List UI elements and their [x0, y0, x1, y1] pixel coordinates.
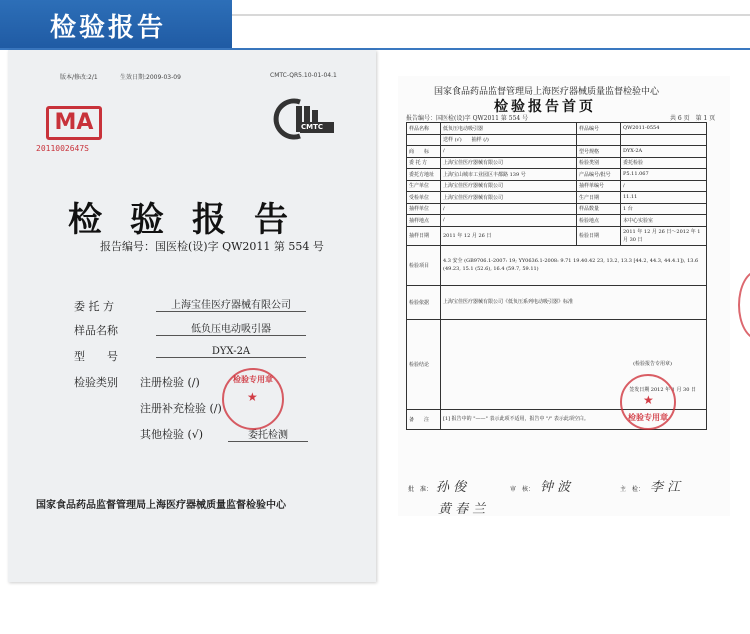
cmtc-logo-icon — [270, 96, 342, 142]
cmtc-label: CMTC — [301, 123, 324, 131]
cell-value: 本中心实验室 — [621, 215, 707, 227]
cover-type-registration: 注册检验 (/) — [140, 376, 200, 389]
cover-effective-date: 生效日期:2009-03-09 — [120, 74, 181, 81]
cell-label: 型号规格 — [577, 146, 621, 158]
cover-field-client-value: 上海宝佳医疗器械有限公司 — [156, 296, 306, 312]
cover-field-sample-value: 低负压电动吸引器 — [156, 320, 306, 336]
cover-inspection-seal — [222, 368, 284, 430]
inspection-basis-value: 上海宝佳医疗器械有限公司《低负压系列电动吸引器》标准 — [441, 285, 707, 319]
cover-footer-org: 国家食品药品监督管理局上海医疗器械质量监督检验中心 — [36, 500, 286, 511]
cell-label: 委托方地址 — [407, 169, 441, 181]
cover-type-other: 其他检验 (√) — [140, 428, 204, 441]
cell-value: 上海宝山城市工业园区丰都路 139 号 — [441, 169, 577, 181]
cma-mark-icon: MA — [46, 106, 102, 140]
header-banner — [0, 0, 750, 50]
cell-value: DYX-2A — [621, 146, 707, 158]
cover-field-model-label: 型 号 — [74, 350, 118, 363]
cell-label — [407, 134, 441, 146]
cover-form-code: CMTC-QR5.10-01-04.1 — [270, 72, 337, 79]
remarks-value: [1] 报告中的 "——" 表示此项不适用，报告中 "/" 表示此项空白。 — [441, 409, 707, 429]
cell-label: 生产单位 — [407, 180, 441, 192]
cell-label: 抽样地点 — [407, 215, 441, 227]
cell-label: 检验项目 — [407, 245, 441, 285]
reviewer-label: 审 核： — [510, 486, 535, 493]
cell-label: 样品数量 — [577, 203, 621, 215]
cell-label: 样品编号 — [577, 123, 621, 135]
cell-label: 样品名称 — [407, 123, 441, 135]
cell-label: 产品编号/批号 — [577, 169, 621, 181]
page-title: 检验报告首页 — [494, 99, 596, 115]
table-row — [407, 215, 707, 227]
cell-label: 抽样单位 — [407, 203, 441, 215]
cell-value: QW2011-0554 — [621, 123, 707, 135]
seal-star-icon: ★ — [643, 393, 654, 407]
report-cover-sheet — [8, 50, 376, 582]
cell-value: / — [441, 215, 577, 227]
cell-label: 备 注 — [407, 409, 441, 429]
reviewer-signature: 钟 波 — [540, 480, 571, 495]
table-row — [407, 169, 707, 181]
table-row — [407, 285, 707, 319]
banner-title: 检验报告 — [50, 13, 167, 43]
cell-value: P5.11.067 — [621, 169, 707, 181]
cell-label: 抽样日期 — [407, 226, 441, 245]
cell-label: 受检单位 — [407, 192, 441, 204]
cover-type-supplementary: 注册补充检验 (/) — [140, 402, 222, 415]
page-count: 共 6 页 第 1 页 — [670, 115, 716, 122]
page-report-number: 报告编号：国医检(设)字 QW2011 第 554 号 — [406, 115, 529, 122]
cell-label: 检验类别 — [577, 157, 621, 169]
cell-value: 委托检验 — [621, 157, 707, 169]
cell-value: / — [441, 203, 577, 215]
table-row — [407, 157, 707, 169]
cell-value — [621, 134, 707, 146]
seal-star-icon: ★ — [247, 390, 258, 404]
table-row — [407, 226, 707, 245]
cell-label: 委 托 方 — [407, 157, 441, 169]
report-first-page — [398, 76, 730, 516]
cell-value: 上海宝佳医疗器械有限公司 — [441, 157, 577, 169]
table-row — [407, 203, 707, 215]
cell-value: 2011 年 12 月 26 日 — [441, 226, 577, 245]
cell-label: 检验日期 — [577, 226, 621, 245]
cover-version: 版本/修改:2/1 — [60, 74, 98, 81]
cover-report-number: 报告编号：国医检(设)字 QW2011 第 554 号 — [100, 240, 324, 253]
cover-type-other-value: 委托检测 — [228, 426, 308, 442]
cell-label: 检验结论 — [407, 319, 441, 409]
banner-divider — [232, 14, 750, 16]
edge-seal-fragment — [738, 270, 750, 340]
cell-value: 低负压电动吸引器 — [441, 123, 577, 135]
cma-number: 2011002647S — [36, 144, 89, 153]
recorder-signature: 黄 春 兰 — [438, 502, 486, 517]
cell-value: / — [441, 146, 577, 158]
issue-date: 签发日期 2012 年 1 月 30 日 — [629, 386, 696, 393]
cell-value: 送样 (√) 抽样 (/) — [441, 134, 577, 146]
cover-field-client-label: 委 托 方 — [74, 300, 114, 313]
table-row — [407, 123, 707, 135]
cover-title: 检验报告 — [68, 200, 316, 240]
cell-value: 上海宝佳医疗器械有限公司 — [441, 180, 577, 192]
page-header-org: 国家食品药品监督管理局上海医疗器械质量监督检验中心 — [434, 87, 660, 97]
cell-value: 上海宝佳医疗器械有限公司 — [441, 192, 577, 204]
cell-label: 抽样单编号 — [577, 180, 621, 192]
table-row — [407, 245, 707, 285]
cell-value: / — [621, 180, 707, 192]
page-seal-text: 检验专用章 — [628, 412, 668, 422]
cover-field-sample-label: 样品名称 — [74, 324, 118, 337]
cma-logo — [36, 106, 126, 156]
table-row — [407, 192, 707, 204]
inspection-items-value: 4.3 安全 (GB9706.1-2007: 19; YY0636.1-2008: 9.71 19.40.42 23, 13.2, 13.3 [44.2, 44.3, 44.4.1]), 13.6 (49.23, 15.1 (52.6), 16.4 (59.7, 59.11) — [441, 245, 707, 285]
cell-label: 检验地点 — [577, 215, 621, 227]
cover-seal-text: 检验专用章 — [233, 374, 273, 384]
approver-signature: 孙 俊 — [436, 480, 467, 495]
cell-label: 检验依据 — [407, 285, 441, 319]
inspector-label: 主 检： — [620, 486, 645, 493]
conclusion-value: (检验报告专用章) — [633, 360, 672, 367]
cell-value: 11.11 — [621, 192, 707, 204]
page-inspection-seal — [620, 374, 676, 430]
cell-label — [577, 134, 621, 146]
cell-label: 生产日期 — [577, 192, 621, 204]
cover-field-model-value: DYX-2A — [156, 346, 306, 358]
cover-inspection-type-label: 检验类别 — [74, 376, 118, 389]
approver-label: 批 准： — [408, 486, 433, 493]
table-row — [407, 134, 707, 146]
inspector-signature: 李 江 — [650, 480, 681, 495]
cell-value: 1 台 — [621, 203, 707, 215]
cell-value: 2011 年 12 月 26 日～2012 年 1 月 30 日 — [621, 226, 707, 245]
table-row — [407, 180, 707, 192]
cmtc-logo — [270, 96, 342, 142]
table-row — [407, 146, 707, 158]
cell-label: 商 标 — [407, 146, 441, 158]
